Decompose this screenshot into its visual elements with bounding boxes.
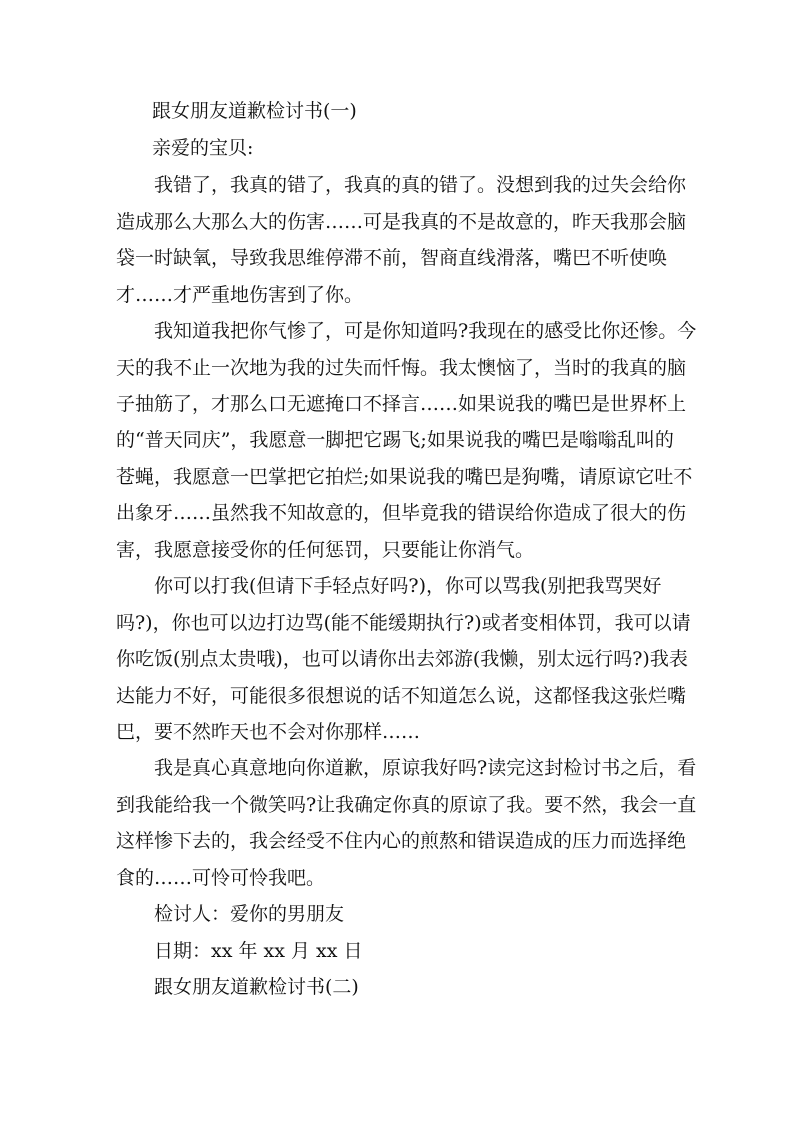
paragraph-2-line-6: 出象牙……虽然我不知故意的，但毕竟我的错误给你造成了很大的伤 <box>116 502 687 524</box>
paragraph-3-line-3: 你吃饭(别点太贵哦)，也可以请你出去郊游(我懒，别太远行吗?)我表 <box>116 648 688 670</box>
paragraph-1-line-3: 袋一时缺氧，导致我思维停滞不前，智商直线滑落，嘴巴不听使唤 <box>116 247 668 269</box>
paragraph-4-line-2: 到我能给我一个微笑吗?让我确定你真的原谅了我。要不然，我会一直 <box>116 794 697 816</box>
paragraph-2-line-7: 害，我愿意接受你的任何惩罚，只要能让你消气。 <box>116 539 535 561</box>
paragraph-2-line-3: 子抽筋了，才那么口无遮掩口不择言……如果说我的嘴巴是世界杯上 <box>116 393 687 415</box>
paragraph-2-line-1: 我知道我把你气惨了，可是你知道吗?我现在的感受比你还惨。今 <box>154 320 697 342</box>
paragraph-1-line-4: 才……才严重地伤害到了你。 <box>116 284 364 306</box>
salutation: 亲爱的宝贝: <box>152 137 254 159</box>
paragraph-4-line-1: 我是真心真意地向你道歉，原谅我好吗?读完这封检讨书之后，看 <box>154 757 697 779</box>
paragraph-4-line-3: 这样惨下去的，我会经受不住内心的煎熬和错误造成的压力而选择绝 <box>116 830 687 852</box>
signer-line: 检讨人：爱你的男朋友 <box>154 903 345 925</box>
paragraph-4-line-4: 食的……可怜可怜我吧。 <box>116 867 326 889</box>
paragraph-3-line-4: 达能力不好，可能很多很想说的话不知道怎么说，这都怪我这张烂嘴 <box>116 685 687 707</box>
document-title: 跟女朋友道歉检讨书(一) <box>152 100 357 122</box>
paragraph-2-line-5: 苍蝇，我愿意一巴掌把它拍烂;如果说我的嘴巴是狗嘴，请原谅它吐不 <box>116 466 693 488</box>
paragraph-3-line-5: 巴，要不然昨天也不会对你那样…… <box>116 721 421 743</box>
paragraph-3-line-2: 吗?)，你也可以边打边骂(能不能缓期执行?)或者变相体罚，我可以请 <box>116 612 691 634</box>
paragraph-1-line-1: 我错了，我真的错了，我真的真的错了。没想到我的过失会给你 <box>154 174 687 196</box>
paragraph-2-line-4: 的“普天同庆”，我愿意一脚把它踢飞;如果说我的嘴巴是嗡嗡乱叫的 <box>116 429 674 451</box>
paragraph-2-line-2: 天的我不止一次地为我的过失而忏悔。我太懊恼了，当时的我真的脑 <box>116 357 687 379</box>
date-line: 日期：xx 年 xx 月 xx 日 <box>154 940 363 962</box>
document-title-2: 跟女朋友道歉检讨书(二) <box>154 976 359 998</box>
paragraph-3-line-1: 你可以打我(但请下手轻点好吗?)，你可以骂我(别把我骂哭好 <box>154 575 662 597</box>
paragraph-1-line-2: 造成那么大那么大的伤害……可是我真的不是故意的，昨天我那会脑 <box>116 211 687 233</box>
